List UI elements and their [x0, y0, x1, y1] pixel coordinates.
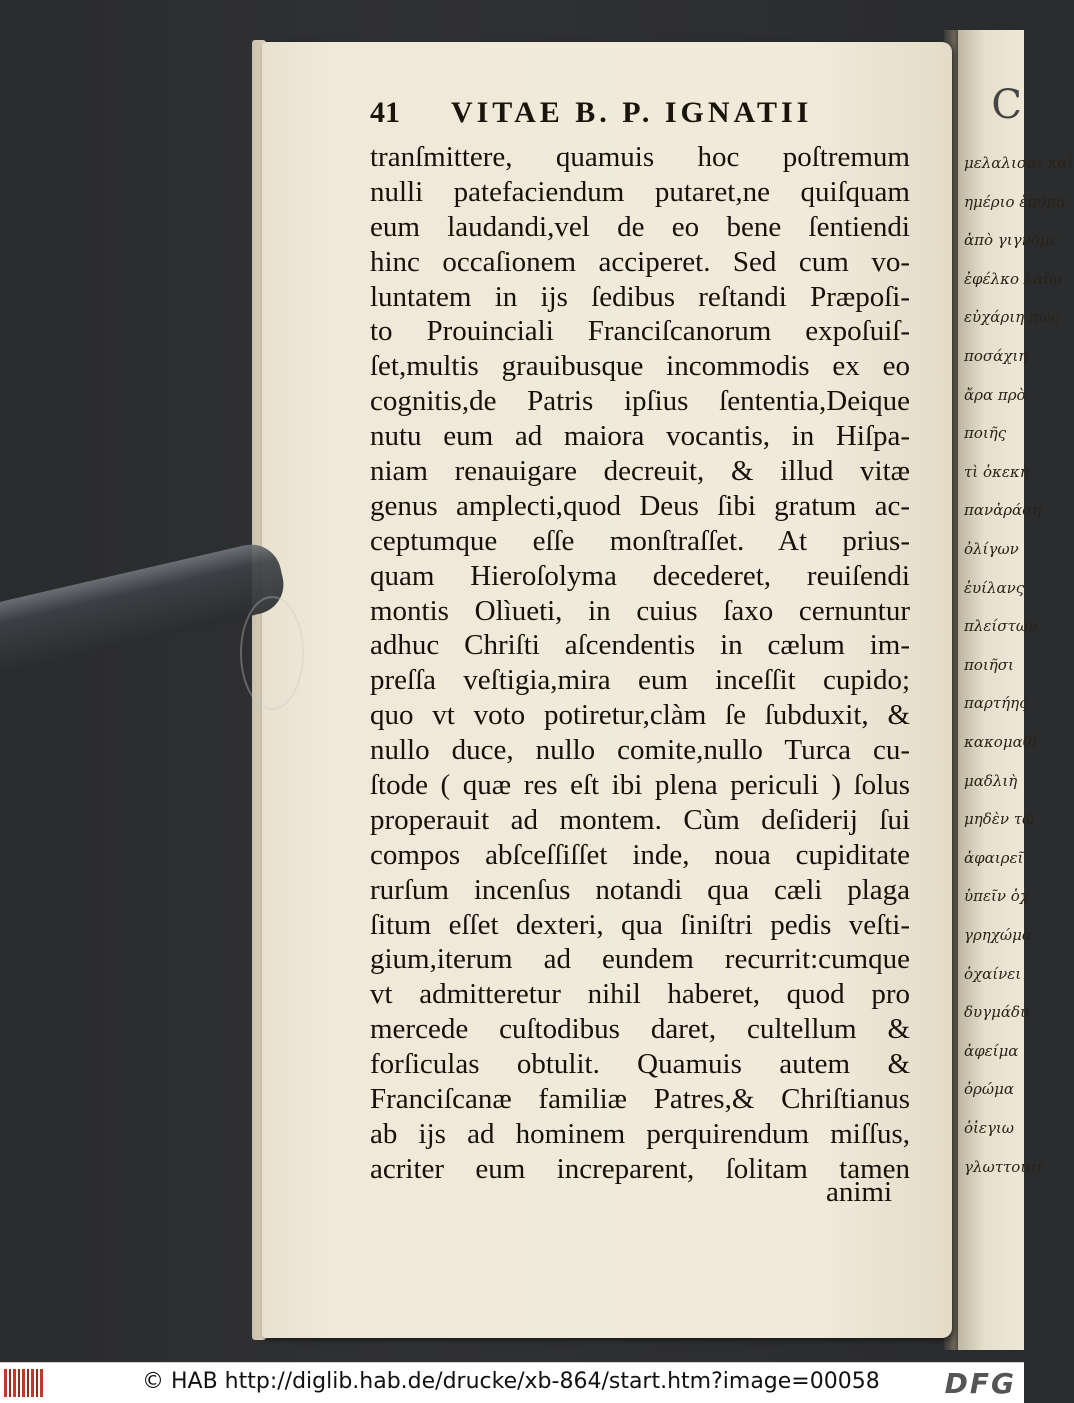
text-line: quam Hieroſolyma decederet, reuiſendi — [370, 559, 910, 592]
ruler-tip — [240, 596, 304, 710]
facing-page-fragment: ἀφαιρεῖ — [964, 848, 1024, 867]
text-line: ab ijs ad hominem perquirendum miſſus, — [370, 1117, 910, 1150]
running-head-title: VITAE B. P. IGNATII — [450, 96, 813, 129]
facing-page-fragment: εὐχάριη πως — [964, 308, 1060, 327]
text-line: hinc occaſionem acciperet. Sed cum vo- — [370, 245, 910, 278]
text-line: to Prouinciali Franciſcanorum expoſuiſ- — [370, 315, 910, 348]
text-line: eum laudandi,vel de eo bene ſentiendi — [370, 210, 910, 243]
facing-page-fragment: τὶ ὀκεκὴ — [964, 462, 1029, 481]
text-line: quo vt voto potiretur,clàm ſe ſubduxit, & — [370, 699, 910, 732]
facing-page-fragment: μαδλιὴ — [964, 771, 1018, 790]
footer-attribution[interactable]: © HAB http://diglib.hab.de/drucke/xb-864/start.htm?image=00058 — [142, 1369, 880, 1394]
facing-page-fragment: ποιῆσι — [964, 655, 1014, 674]
facing-page-fragment: ἄρα πρὸ — [964, 385, 1026, 404]
viewer-footer — [0, 1362, 1024, 1403]
text-line: nullo duce, nullo comite,nullo Turca cu- — [370, 734, 910, 767]
text-line: properauit ad montem. Cùm deſiderij ſui — [370, 803, 910, 836]
text-line: vt admitteretur nihil haberet, quod pro — [370, 978, 910, 1011]
facing-page-fragment: πανἀράση — [964, 501, 1042, 520]
text-line: nulli patefaciendum putaret,ne quiſquam — [370, 175, 910, 208]
facing-page — [958, 30, 1074, 1350]
text-line: nutu eum ad maiora vocantis, in Hiſpa- — [370, 420, 910, 453]
text-line: mercede cuſtodibus daret, cultellum & — [370, 1013, 910, 1046]
facing-page-fragment: ὁχαίνει — [964, 964, 1022, 983]
text-line: tranſmittere, quamuis hoc poſtremum — [370, 141, 910, 173]
facing-page-fragment: ἐφέλκο λαῖω — [964, 269, 1062, 288]
facing-page-fragment: ἀφείμα — [964, 1041, 1019, 1060]
text-line: ſitum eſſet dexteri, qua ſiniſtri pedis veſti- — [370, 908, 910, 941]
text-block — [370, 140, 910, 1187]
facing-page-fragment: ημέριο ἑπόμα — [964, 192, 1067, 211]
text-line: preſſa veſtigia,mira eum inceſſit cupido; — [370, 664, 910, 697]
text-line: forſiculas obtulit. Quamuis autem & — [370, 1048, 910, 1081]
text-line: cognitis,de Patris ipſius ſententia,Deique — [370, 385, 910, 418]
text-line: adhuc Chriſti aſcendentis in cælum im- — [370, 629, 910, 662]
facing-page-fragment: γλωττοισί — [964, 1157, 1043, 1176]
facing-page-fragment: ὀλίγων — [964, 540, 1019, 558]
facing-page-fragment: παρτήης — [964, 694, 1028, 713]
text-line: rurſum incenſus notandi qua cæli plaga — [370, 873, 910, 906]
facing-page-fragment: ποσάχιη — [964, 347, 1028, 365]
text-line: acriter eum increparent, ſolitam tamen — [370, 1152, 910, 1185]
catchword: animi — [826, 1176, 893, 1208]
barcode-icon — [4, 1369, 48, 1397]
facing-page-fragment: ποιῆς — [964, 424, 1007, 443]
text-line: ſtode ( quæ res eſt ibi plena periculi ) ſolus — [370, 769, 910, 802]
text-line: gium,iterum ad eundem recurrit:cumque — [370, 943, 910, 976]
text-line: niam renauigare decreuit, & illud vitæ — [370, 455, 910, 488]
text-line: compos abſceſſiſſet inde, noua cupiditate — [370, 838, 910, 871]
facing-page-fragment: ὑπεῖν ὁχ — [964, 887, 1029, 906]
facing-page-fragment: πλείστων — [964, 617, 1038, 636]
facing-page-fragment: ἀπὸ γιγνόμε — [964, 231, 1058, 250]
text-line: montis Olìueti, in cuius ſaxo cernuntur — [370, 594, 910, 627]
facing-page-fragment: μηδὲν τῶ — [964, 810, 1035, 829]
dfg-logo: DFG — [944, 1367, 1016, 1400]
facing-page-fragment: κακομαθί — [964, 733, 1038, 751]
facing-page-fragment: δυγμάδυ — [964, 1003, 1030, 1022]
facing-page-fragment: γρηχώμα — [964, 926, 1032, 944]
text-line: luntatem in ijs ſedibus reſtandi Præpoſi- — [370, 280, 910, 313]
facing-page-corner-char: C — [991, 82, 1022, 128]
text-line: Franciſcanæ familiæ Patres,& Chriſtianus — [370, 1083, 910, 1116]
facing-page-fragment: ὀρώμα — [964, 1080, 1014, 1099]
running-head — [370, 96, 840, 136]
facing-page-fragment: ἐυίλανς — [964, 578, 1025, 597]
text-line: ceptumque eſſe monſtraſſet. At prius- — [370, 524, 910, 557]
facing-page-fragment: μελαλισαι καὶ — [964, 154, 1074, 172]
page-number: 41 — [370, 96, 400, 129]
text-line: genus amplecti,quod Deus ſibi gratum ac- — [370, 489, 910, 522]
text-line: ſet,multis grauibusque incommodis ex eo — [370, 350, 910, 383]
facing-page-fragment: ὁἰεγιω — [964, 1119, 1015, 1137]
